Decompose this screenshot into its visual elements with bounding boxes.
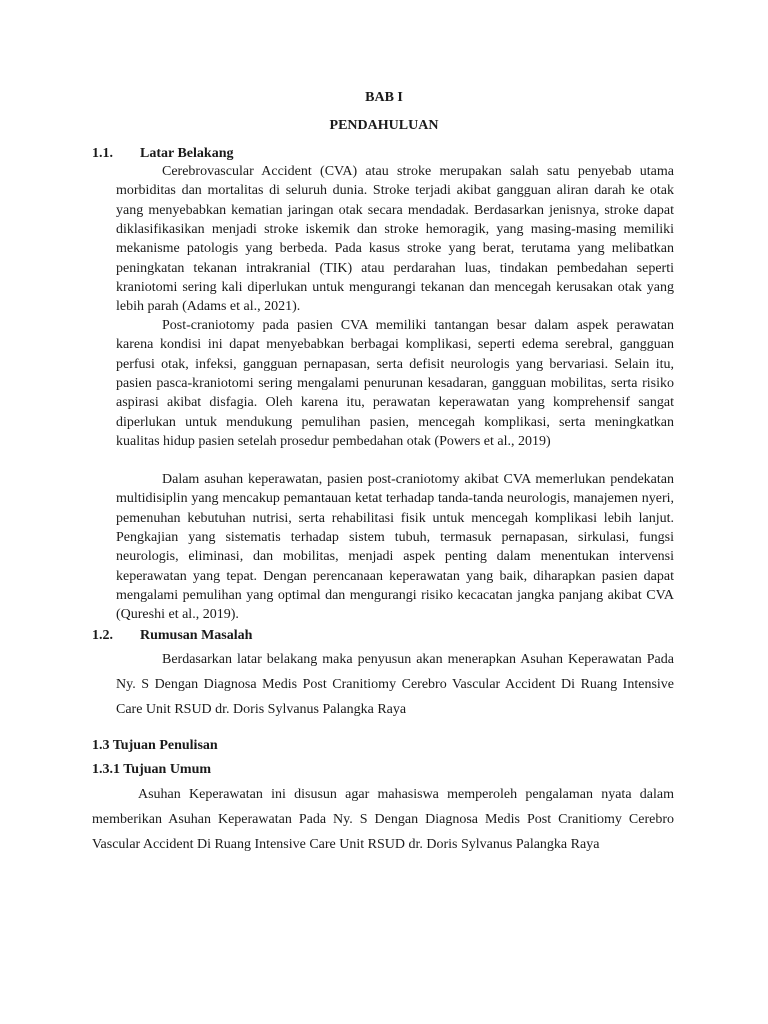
section-heading-tujuan-umum: 1.3.1 Tujuan Umum	[92, 762, 212, 777]
section-title: Latar Belakang	[140, 146, 234, 161]
paragraph-tujuan-umum: Asuhan Keperawatan ini disusun agar mahasiswa memperoleh pengalaman nyata dalam memberikan Asuhan Keperawatan Pada Ny. S Dengan Diagnosa Medis Post Cranitiomy Cerebro Vascular Accident Di Ruang Intensive Care Unit RSUD dr. Doris Sylvanus Palangka Raya	[92, 787, 674, 853]
paragraph-latar-belakang-1: Cerebrovascular Accident (CVA) atau stroke merupakan salah satu penyebab utama morbiditas dan mortalitas di seluruh dunia. Stroke terjadi akibat gangguan aliran darah ke otak yang menyebabkan kematian jaringan otak secara mendadak. Berdasarkan jenisnya, stroke dapat diklasifikasikan menjadi stroke iskemik dan stroke hemoragik, yang masing-masing memiliki mekanisme patologis yang berbeda. Pada kasus stroke yang berat, terutama yang melibatkan peningkatan tekanan intrakranial (TIK) atau perdarahan luas, tindakan pembedahan seperti kraniotomi sering kali diperlukan untuk mengurangi tekanan dan mencegah kerusakan otak yang lebih parah (Adams et al., 2021).	[116, 164, 674, 315]
chapter-title: PENDAHULUAN	[329, 118, 439, 133]
section-title: Rumusan Masalah	[140, 628, 253, 643]
paragraph-latar-belakang-2: Post-craniotomy pada pasien CVA memiliki tantangan besar dalam aspek perawatan karena kondisi ini dapat menyebabkan berbagai komplikasi, seperti edema serebral, gangguan perfusi otak, infeksi, gangguan pernapasan, serta defisit neurologis yang bervariasi. Selain itu, pasien pasca-kraniotomi sering mengalami penurunan kesadaran, gangguan mobilitas, serta risiko aspirasi akibat disfagia. Oleh karena itu, perawatan keperawatan yang komprehensif sangat diperlukan untuk mendukung pemulihan pasien, mencegah komplikasi, serta meningkatkan kualitas hidup pasien setelah prosedur pembedahan otak (Powers et al., 2019)	[116, 318, 674, 450]
chapter-label: BAB I	[365, 90, 403, 105]
paragraph-latar-belakang-3: Dalam asuhan keperawatan, pasien post-craniotomy akibat CVA memerlukan pendekatan multidisiplin yang mencakup pemantauan ketat terhadap tanda-tanda neurologis, manajemen nyeri, pemenuhan kebutuhan nutrisi, serta rehabilitasi fisik untuk mencegah komplikasi lebih lanjut. Pengkajian yang sistematis terhadap sistem tubuh, termasuk pernapasan, sirkulasi, fungsi neurologis, eliminasi, dan mobilitas, menjadi aspek penting dalam menentukan intervensi keperawatan yang tepat. Dengan perencanaan keperawatan yang baik, diharapkan pasien dapat mengalami pemulihan yang optimal dan mengurangi risiko kecacatan jangka panjang akibat CVA (Qureshi et al., 2019).	[116, 472, 674, 623]
section-heading-rumusan-masalah	[92, 626, 252, 645]
section-number: 1.1.	[92, 146, 113, 161]
section-heading-latar-belakang	[92, 144, 233, 163]
section-heading-tujuan-penulisan: 1.3 Tujuan Penulisan	[92, 738, 218, 753]
section-number: 1.2.	[92, 628, 113, 643]
paragraph-rumusan-masalah: Berdasarkan latar belakang maka penyusun akan menerapkan Asuhan Keperawatan Pada Ny. S Dengan Diagnosa Medis Post Cranitiomy Cerebro Vascular Accident Di Ruang Intensive Care Unit RSUD dr. Doris Sylvanus Palangka Raya	[116, 652, 674, 718]
